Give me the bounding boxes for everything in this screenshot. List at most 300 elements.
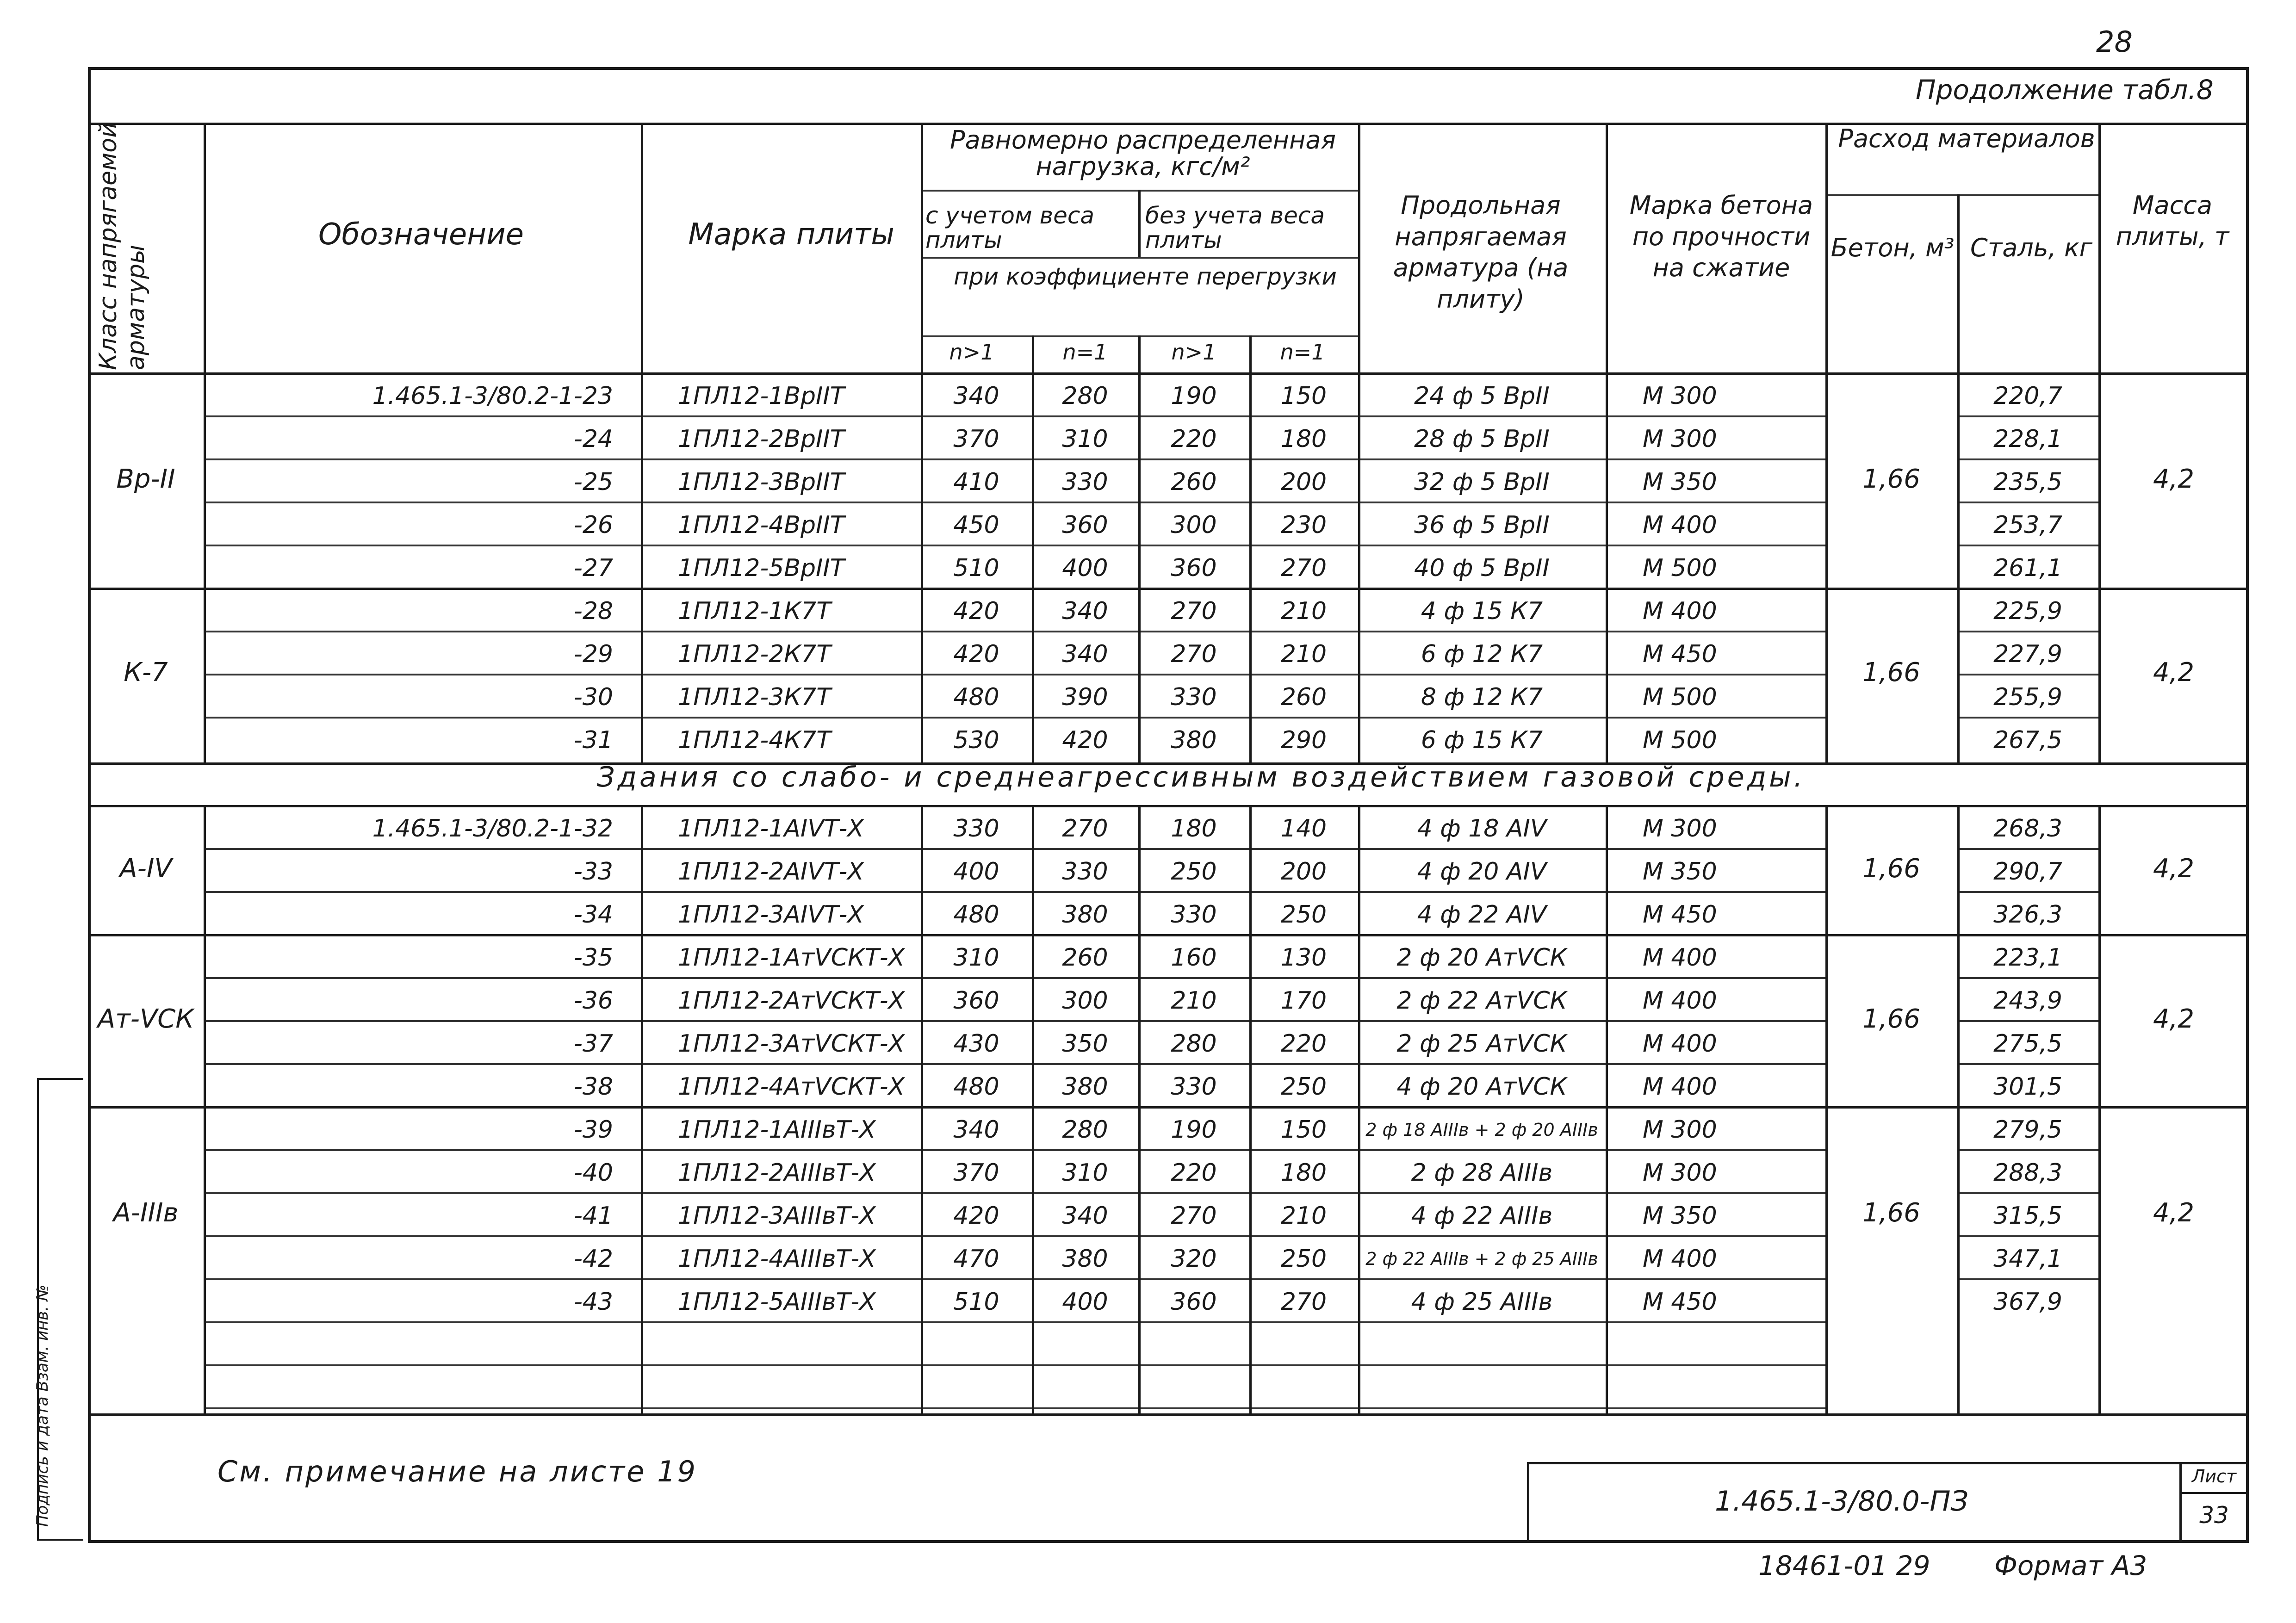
cell-arm: 28 ф 5 ВрII bbox=[1414, 425, 1550, 453]
row-line bbox=[1957, 717, 2098, 719]
header-col-line bbox=[204, 123, 206, 372]
cell-n1: 450 bbox=[953, 511, 999, 539]
cell-grade: М 300 bbox=[1643, 425, 1717, 453]
cell-n4: 200 bbox=[1280, 857, 1327, 886]
cell-des: -42 bbox=[574, 1245, 613, 1273]
header-designation: Обозначение bbox=[318, 217, 524, 252]
cell-mark: 1ПЛ12-3АтVСКТ-Х bbox=[678, 1029, 905, 1058]
row-line bbox=[1957, 848, 2098, 850]
cell-arm: 4 ф 22 АIV bbox=[1417, 900, 1547, 929]
cell-mark: 1ПЛ12-4АтVСКТ-Х bbox=[678, 1072, 905, 1101]
row-line bbox=[204, 545, 1825, 546]
group-cls: Ат-VСК bbox=[97, 1004, 194, 1034]
group-mass: 4,2 bbox=[2153, 1004, 2195, 1034]
cell-n4: 210 bbox=[1280, 1202, 1327, 1230]
cell-n3: 330 bbox=[1171, 1072, 1217, 1101]
cell-steel: 223,1 bbox=[1993, 943, 2062, 972]
cell-des: -24 bbox=[574, 425, 613, 453]
cell-n1: 310 bbox=[953, 943, 999, 972]
cell-mark: 1ПЛ12-1ВрIIТ bbox=[678, 382, 845, 410]
cell-n2: 360 bbox=[1062, 511, 1108, 539]
cell-n3: 380 bbox=[1171, 726, 1217, 754]
cell-steel: 288,3 bbox=[1993, 1158, 2062, 1187]
col-line bbox=[921, 372, 923, 762]
cell-mark: 1ПЛ12-5АIIIвТ-Х bbox=[678, 1288, 876, 1316]
cell-n1: 430 bbox=[953, 1029, 999, 1058]
cell-des: -34 bbox=[574, 900, 613, 929]
cell-n1: 510 bbox=[953, 1288, 999, 1316]
cell-steel: 228,1 bbox=[1993, 425, 2062, 453]
cell-grade: М 400 bbox=[1643, 597, 1717, 625]
cell-arm: 6 ф 12 К7 bbox=[1421, 640, 1543, 668]
cell-n2: 330 bbox=[1062, 857, 1108, 886]
cell-n2: 330 bbox=[1062, 468, 1108, 496]
row-line bbox=[204, 717, 1825, 719]
header-mass: Масса плиты, т bbox=[2116, 191, 2229, 251]
cell-mark: 1ПЛ12-3ВрIIТ bbox=[678, 468, 845, 496]
cell-n1: 370 bbox=[953, 1158, 999, 1187]
cell-arm: 8 ф 12 К7 bbox=[1421, 683, 1543, 711]
group-concrete: 1,66 bbox=[1862, 853, 1920, 884]
cell-des: -27 bbox=[574, 554, 613, 582]
cell-n2: 300 bbox=[1062, 986, 1108, 1015]
cell-n3: 210 bbox=[1171, 986, 1217, 1015]
group-cls: А-IV bbox=[119, 853, 172, 884]
cell-arm: 4 ф 20 АтVСК bbox=[1396, 1072, 1567, 1101]
cell-arm: 4 ф 20 АIV bbox=[1417, 857, 1547, 886]
header-consumption-divider bbox=[1825, 194, 2098, 196]
cell-arm: 2 ф 20 АтVСК bbox=[1396, 943, 1567, 972]
cell-mark: 1ПЛ12-2ВрIIТ bbox=[678, 425, 845, 453]
cell-des: -43 bbox=[574, 1288, 613, 1316]
cell-n4: 250 bbox=[1280, 900, 1327, 929]
cell-arm: 2 ф 18 АIIIв + 2 ф 20 АIIIв bbox=[1365, 1119, 1598, 1140]
cell-n3: 250 bbox=[1171, 857, 1217, 886]
cell-arm: 4 ф 18 АIV bbox=[1417, 814, 1547, 842]
footer-note: См. примечание на листе 19 bbox=[217, 1455, 697, 1488]
cell-n1: 330 bbox=[953, 814, 999, 842]
continuation-label: Продолжение табл.8 bbox=[1916, 74, 2214, 105]
row-line bbox=[204, 977, 1825, 979]
cell-n3: 330 bbox=[1171, 683, 1217, 711]
cell-n1: 400 bbox=[953, 857, 999, 886]
bottom-stamp: 18461-01 29 bbox=[1758, 1550, 1930, 1581]
col-line bbox=[204, 805, 206, 1413]
group-concrete: 1,66 bbox=[1862, 464, 1920, 494]
header-mark: Марка плиты bbox=[688, 217, 894, 252]
cell-n3: 360 bbox=[1171, 554, 1217, 582]
cell-steel: 253,7 bbox=[1993, 511, 2062, 539]
section-bottom-line bbox=[88, 805, 2249, 807]
col-line bbox=[641, 372, 643, 762]
row-line bbox=[204, 1020, 1825, 1022]
col-line bbox=[1032, 805, 1034, 1413]
header-col-line bbox=[1358, 123, 1360, 372]
cell-mark: 1ПЛ12-5ВрIIТ bbox=[678, 554, 845, 582]
cell-n1: 480 bbox=[953, 1072, 999, 1101]
cell-n1: 510 bbox=[953, 554, 999, 582]
col-line bbox=[1032, 372, 1034, 762]
header-steel-split bbox=[1957, 194, 1960, 372]
col-line bbox=[921, 805, 923, 1413]
col-line bbox=[2098, 372, 2101, 762]
cell-arm: 2 ф 25 АтVСК bbox=[1396, 1029, 1567, 1058]
cell-arm: 4 ф 22 АIIIв bbox=[1411, 1202, 1553, 1230]
col-line bbox=[204, 372, 206, 762]
cell-n4: 200 bbox=[1280, 468, 1327, 496]
cell-des: -25 bbox=[574, 468, 613, 496]
header-reinforcement: Продольная напрягаемая арматура (на плиту) bbox=[1393, 191, 1569, 314]
row-line bbox=[1957, 1235, 2098, 1237]
cell-mark: 1ПЛ12-4К7Т bbox=[678, 726, 832, 754]
corner-number: 28 bbox=[2096, 25, 2133, 59]
cell-n2: 310 bbox=[1062, 425, 1108, 453]
empty-row-line bbox=[204, 1364, 1825, 1366]
cell-mark: 1ПЛ12-1АтVСКТ-Х bbox=[678, 943, 905, 972]
cell-n4: 230 bbox=[1280, 511, 1327, 539]
cell-des: -40 bbox=[574, 1158, 613, 1187]
row-line bbox=[1957, 1149, 2098, 1151]
cell-n2: 340 bbox=[1062, 640, 1108, 668]
sheet-label: Лист bbox=[2191, 1466, 2237, 1487]
cell-grade: М 500 bbox=[1643, 683, 1717, 711]
header-n4: n=1 bbox=[1280, 340, 1325, 365]
cell-steel: 261,1 bbox=[1993, 554, 2062, 582]
row-line bbox=[1957, 1192, 2098, 1194]
row-line bbox=[204, 674, 1825, 675]
side-stamp-box bbox=[33, 1078, 83, 1541]
row-line bbox=[1957, 1063, 2098, 1065]
group-mass: 4,2 bbox=[2153, 853, 2195, 884]
section-title: Здания со слабо- и среднеагрессивным воздействием газовой среды. bbox=[597, 761, 1806, 793]
cell-des: -26 bbox=[574, 511, 613, 539]
cell-grade: М 300 bbox=[1643, 1115, 1717, 1144]
cell-n3: 220 bbox=[1171, 1158, 1217, 1187]
cell-n4: 250 bbox=[1280, 1245, 1327, 1273]
col-line bbox=[1957, 805, 1960, 1413]
cell-n3: 190 bbox=[1171, 382, 1217, 410]
group-separator-line bbox=[88, 588, 2249, 590]
col-line bbox=[1606, 372, 1608, 762]
cell-des: -31 bbox=[574, 726, 613, 754]
col-line bbox=[1249, 372, 1252, 762]
header-col-line bbox=[641, 123, 643, 372]
cell-des: -37 bbox=[574, 1029, 613, 1058]
row-line bbox=[1957, 545, 2098, 546]
cell-n4: 290 bbox=[1280, 726, 1327, 754]
group-separator-line bbox=[88, 1106, 2249, 1109]
section-top-line bbox=[88, 762, 2249, 765]
cell-grade: М 450 bbox=[1643, 640, 1717, 668]
row-line bbox=[204, 1278, 1825, 1280]
cell-n2: 380 bbox=[1062, 1245, 1108, 1273]
cell-steel: 301,5 bbox=[1993, 1072, 2062, 1101]
table-bottom-line bbox=[88, 1413, 2249, 1416]
header-without-weight: без учета веса плиты bbox=[1145, 202, 1325, 254]
row-line bbox=[204, 891, 1825, 893]
cell-des: -35 bbox=[574, 943, 613, 972]
cell-steel: 243,9 bbox=[1993, 986, 2062, 1015]
cell-n1: 420 bbox=[953, 597, 999, 625]
cell-steel: 255,9 bbox=[1993, 683, 2062, 711]
doc-code: 1.465.1-3/80.0-ПЗ bbox=[1715, 1485, 1968, 1518]
row-line bbox=[1957, 415, 2098, 417]
cell-grade: М 350 bbox=[1643, 468, 1717, 496]
cell-n2: 350 bbox=[1062, 1029, 1108, 1058]
cell-mark: 1ПЛ12-4АIIIвТ-Х bbox=[678, 1245, 876, 1273]
cell-n4: 270 bbox=[1280, 1288, 1327, 1316]
row-line bbox=[1957, 977, 2098, 979]
cell-grade: М 400 bbox=[1643, 1029, 1717, 1058]
header-n2: n=1 bbox=[1062, 340, 1108, 365]
cell-steel: 267,5 bbox=[1993, 726, 2062, 754]
cell-arm: 4 ф 25 АIIIв bbox=[1411, 1288, 1553, 1316]
col-line bbox=[1249, 805, 1252, 1413]
cell-n2: 400 bbox=[1062, 554, 1108, 582]
cell-mark: 1ПЛ12-2АIIIвТ-Х bbox=[678, 1158, 876, 1187]
cell-mark: 1ПЛ12-3АIVТ-Х bbox=[678, 900, 864, 929]
cell-des: -39 bbox=[574, 1115, 613, 1144]
cell-n4: 150 bbox=[1280, 1115, 1327, 1144]
cell-arm: 2 ф 28 АIIIв bbox=[1411, 1158, 1553, 1187]
cell-n4: 180 bbox=[1280, 425, 1327, 453]
header-concrete-grade: Марка бетона по прочности на сжатие bbox=[1629, 191, 1813, 282]
cell-mark: 1ПЛ12-2АтVСКТ-Х bbox=[678, 986, 905, 1015]
row-line bbox=[204, 502, 1825, 503]
cell-n4: 130 bbox=[1280, 943, 1327, 972]
cell-n4: 270 bbox=[1280, 554, 1327, 582]
row-line bbox=[1957, 674, 2098, 675]
group-separator-line bbox=[88, 934, 2249, 936]
cell-n2: 280 bbox=[1062, 382, 1108, 410]
cell-grade: М 500 bbox=[1643, 554, 1717, 582]
cell-grade: М 500 bbox=[1643, 726, 1717, 754]
header-col-line bbox=[2098, 123, 2101, 372]
cell-n3: 320 bbox=[1171, 1245, 1217, 1273]
cell-n2: 400 bbox=[1062, 1288, 1108, 1316]
col-line bbox=[1825, 805, 1828, 1413]
header-n-split bbox=[1138, 335, 1141, 372]
cell-n2: 310 bbox=[1062, 1158, 1108, 1187]
cell-arm: 24 ф 5 ВрII bbox=[1414, 382, 1550, 410]
cell-n4: 150 bbox=[1280, 382, 1327, 410]
header-n3: n>1 bbox=[1171, 340, 1216, 365]
row-line bbox=[1957, 631, 2098, 632]
cell-steel: 227,9 bbox=[1993, 640, 2062, 668]
cell-arm: 32 ф 5 ВрII bbox=[1414, 468, 1550, 496]
cell-n4: 250 bbox=[1280, 1072, 1327, 1101]
cell-steel: 326,3 bbox=[1993, 900, 2062, 929]
cell-grade: М 300 bbox=[1643, 382, 1717, 410]
cell-steel: 315,5 bbox=[1993, 1202, 2062, 1230]
row-line bbox=[1957, 502, 2098, 503]
col-line bbox=[641, 805, 643, 1413]
row-line bbox=[1957, 1020, 2098, 1022]
cell-grade: М 300 bbox=[1643, 814, 1717, 842]
cell-arm: 2 ф 22 АтVСК bbox=[1396, 986, 1567, 1015]
row-line bbox=[204, 848, 1825, 850]
col-line bbox=[1358, 805, 1360, 1413]
header-n1: n>1 bbox=[949, 340, 994, 365]
cell-n4: 180 bbox=[1280, 1158, 1327, 1187]
header-col-line bbox=[921, 123, 923, 372]
cell-n1: 480 bbox=[953, 683, 999, 711]
cell-n1: 340 bbox=[953, 382, 999, 410]
cell-n3: 280 bbox=[1171, 1029, 1217, 1058]
group-cls: К-7 bbox=[124, 657, 168, 688]
cell-arm: 4 ф 15 К7 bbox=[1421, 597, 1543, 625]
col-line bbox=[1138, 372, 1141, 762]
cell-n1: 370 bbox=[953, 425, 999, 453]
header-steel: Сталь, кг bbox=[1970, 233, 2092, 262]
cell-n4: 170 bbox=[1280, 986, 1327, 1015]
cell-arm: 2 ф 22 АIIIв + 2 ф 25 АIIIв bbox=[1365, 1248, 1598, 1269]
cell-mark: 1ПЛ12-1АIVТ-Х bbox=[678, 814, 864, 842]
cell-n2: 390 bbox=[1062, 683, 1108, 711]
group-mass: 4,2 bbox=[2153, 1197, 2195, 1228]
row-line bbox=[1957, 1278, 2098, 1280]
cell-arm: 36 ф 5 ВрII bbox=[1414, 511, 1550, 539]
col-line bbox=[2098, 805, 2101, 1413]
group-mass: 4,2 bbox=[2153, 464, 2195, 494]
cell-grade: М 400 bbox=[1643, 511, 1717, 539]
cell-mark: 1ПЛ12-1АIIIвТ-Х bbox=[678, 1115, 876, 1144]
cell-steel: 367,9 bbox=[1993, 1288, 2062, 1316]
empty-row-line bbox=[204, 1407, 1825, 1409]
cell-des: -30 bbox=[574, 683, 613, 711]
cell-grade: М 300 bbox=[1643, 1158, 1717, 1187]
row-line bbox=[1957, 891, 2098, 893]
group-mass: 4,2 bbox=[2153, 657, 2195, 688]
cell-n3: 270 bbox=[1171, 640, 1217, 668]
header-top-line bbox=[88, 123, 2249, 125]
cell-des: -33 bbox=[574, 857, 613, 886]
cell-steel: 220,7 bbox=[1993, 382, 2062, 410]
cell-n3: 300 bbox=[1171, 511, 1217, 539]
group-cls: А-IIIв bbox=[113, 1197, 179, 1228]
cell-steel: 347,1 bbox=[1993, 1245, 2062, 1273]
cell-n4: 210 bbox=[1280, 640, 1327, 668]
header-consumption: Расход материалов bbox=[1838, 124, 2095, 153]
cell-n3: 160 bbox=[1171, 943, 1217, 972]
cell-grade: М 400 bbox=[1643, 1245, 1717, 1273]
cell-n2: 420 bbox=[1062, 726, 1108, 754]
cell-n2: 380 bbox=[1062, 900, 1108, 929]
cell-steel: 235,5 bbox=[1993, 468, 2062, 496]
cell-des: 1.465.1-3/80.2-1-32 bbox=[372, 814, 613, 842]
cell-n3: 270 bbox=[1171, 597, 1217, 625]
header-n-split bbox=[1249, 335, 1252, 372]
header-bottom-line bbox=[88, 372, 2249, 375]
header-with-weight: с учетом веса плиты bbox=[925, 202, 1094, 254]
group-concrete: 1,66 bbox=[1862, 1197, 1920, 1228]
sheet-number: 33 bbox=[2199, 1502, 2229, 1529]
cell-n4: 260 bbox=[1280, 683, 1327, 711]
cell-n3: 220 bbox=[1171, 425, 1217, 453]
cell-n2: 380 bbox=[1062, 1072, 1108, 1101]
cell-mark: 1ПЛ12-3АIIIвТ-Х bbox=[678, 1202, 876, 1230]
cell-des: -41 bbox=[574, 1202, 613, 1230]
cell-mark: 1ПЛ12-3К7Т bbox=[678, 683, 832, 711]
cell-n4: 140 bbox=[1280, 814, 1327, 842]
row-line bbox=[204, 1149, 1825, 1151]
cell-des: 1.465.1-3/80.2-1-23 bbox=[372, 382, 613, 410]
format-label: Формат А3 bbox=[1994, 1550, 2147, 1581]
sheet-number-divider bbox=[2179, 1492, 2249, 1494]
cell-n3: 360 bbox=[1171, 1288, 1217, 1316]
side-stamp: Подпись и дата Взам. инв. № bbox=[33, 1284, 52, 1527]
cell-mark: 1ПЛ12-1К7Т bbox=[678, 597, 832, 625]
group-concrete: 1,66 bbox=[1862, 1004, 1920, 1034]
row-line bbox=[204, 631, 1825, 632]
cell-n1: 480 bbox=[953, 900, 999, 929]
cell-grade: М 450 bbox=[1643, 900, 1717, 929]
row-line bbox=[204, 1235, 1825, 1237]
cell-n4: 220 bbox=[1280, 1029, 1327, 1058]
cell-n1: 530 bbox=[953, 726, 999, 754]
cell-n2: 340 bbox=[1062, 597, 1108, 625]
cell-grade: М 450 bbox=[1643, 1288, 1717, 1316]
cell-n4: 210 bbox=[1280, 597, 1327, 625]
cell-arm: 6 ф 15 К7 bbox=[1421, 726, 1543, 754]
row-line bbox=[204, 1192, 1825, 1194]
header-class: Класс напрягаемой арматуры bbox=[94, 122, 150, 370]
cell-arm: 40 ф 5 ВрII bbox=[1414, 554, 1550, 582]
header-n-split bbox=[1032, 335, 1034, 372]
col-line bbox=[1358, 372, 1360, 762]
cell-grade: М 350 bbox=[1643, 857, 1717, 886]
cell-grade: М 400 bbox=[1643, 1072, 1717, 1101]
cell-n1: 420 bbox=[953, 1202, 999, 1230]
header-weight-divider bbox=[921, 257, 1358, 259]
cell-n3: 330 bbox=[1171, 900, 1217, 929]
header-coefficient: при коэффициенте перегрузки bbox=[954, 263, 1337, 290]
cell-n2: 260 bbox=[1062, 943, 1108, 972]
cell-n3: 270 bbox=[1171, 1202, 1217, 1230]
cell-des: -28 bbox=[574, 597, 613, 625]
cell-mark: 1ПЛ12-4ВрIIТ bbox=[678, 511, 845, 539]
row-line bbox=[204, 1063, 1825, 1065]
group-concrete: 1,66 bbox=[1862, 657, 1920, 688]
cell-n1: 420 bbox=[953, 640, 999, 668]
col-line bbox=[1825, 372, 1828, 762]
row-line bbox=[1957, 458, 2098, 460]
col-line bbox=[1957, 372, 1960, 762]
cell-steel: 268,3 bbox=[1993, 814, 2062, 842]
header-weight-split bbox=[1138, 190, 1141, 257]
cell-n3: 260 bbox=[1171, 468, 1217, 496]
row-line bbox=[204, 458, 1825, 460]
cell-n1: 340 bbox=[953, 1115, 999, 1144]
cell-n1: 470 bbox=[953, 1245, 999, 1273]
cell-n2: 270 bbox=[1062, 814, 1108, 842]
header-col-line bbox=[1825, 123, 1828, 372]
cell-steel: 290,7 bbox=[1993, 857, 2062, 886]
cell-des: -29 bbox=[574, 640, 613, 668]
cell-des: -36 bbox=[574, 986, 613, 1015]
cell-mark: 1ПЛ12-2АIVТ-Х bbox=[678, 857, 864, 886]
cell-n1: 360 bbox=[953, 986, 999, 1015]
header-col-line bbox=[1606, 123, 1608, 372]
cell-des: -38 bbox=[574, 1072, 613, 1101]
header-concrete: Бетон, м³ bbox=[1831, 233, 1955, 262]
cell-n2: 280 bbox=[1062, 1115, 1108, 1144]
cell-n1: 410 bbox=[953, 468, 999, 496]
col-line bbox=[1606, 805, 1608, 1413]
header-load-group: Равномерно распределенная нагрузка, кгс/м² bbox=[950, 125, 1336, 181]
row-line bbox=[204, 415, 1825, 417]
cell-grade: М 350 bbox=[1643, 1202, 1717, 1230]
